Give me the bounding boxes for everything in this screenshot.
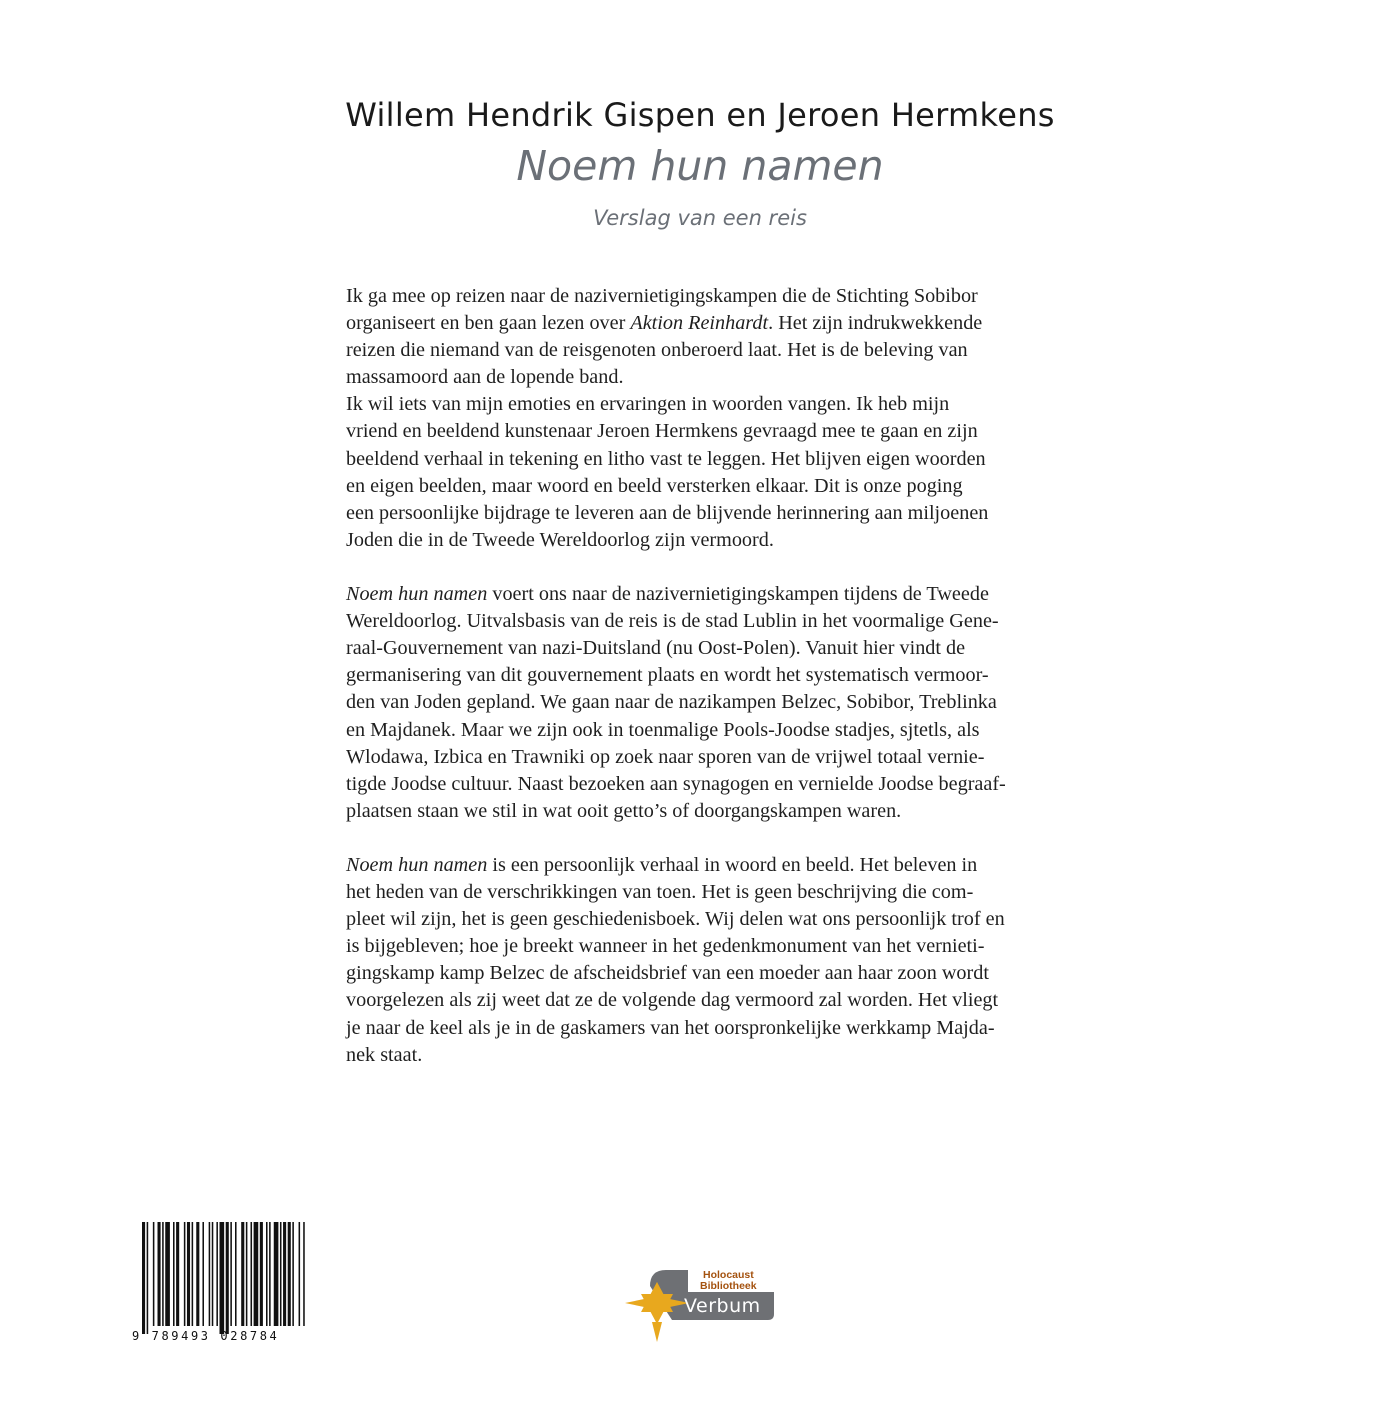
- barcode-bar: [220, 1222, 225, 1334]
- text-line: [346, 310, 1066, 337]
- paragraph-2: [346, 581, 1066, 825]
- barcode-bar: [212, 1222, 214, 1326]
- text-line: reizen die niemand van de reisgenoten onberoerd laat. Het is de beleving van: [346, 339, 968, 362]
- text-line: voorgelezen als zij weet dat ze de volgende dag vermoord zal worden. Het vliegt: [346, 989, 999, 1012]
- text-line: Wereldoorlog. Uitvalsbasis van de reis is de stad Lublin in het voormalige Gene-: [346, 610, 999, 633]
- barcode-bar: [283, 1222, 286, 1326]
- barcode-bar: [209, 1222, 211, 1326]
- barcode-bar: [165, 1222, 170, 1326]
- text-line: Wlodawa, Izbica en Trawniki op zoek naar sporen van de vrijwel totaal vernie-: [346, 745, 985, 768]
- text-line: germanisering van dit gouvernement plaats en wordt het systematisch vermoor-: [346, 664, 989, 687]
- text-line: Joden die in de Tweede Wereldoorlog zijn vermoord.: [346, 528, 774, 551]
- barcode-bar: [184, 1222, 186, 1326]
- barcode-bar: [192, 1222, 194, 1326]
- emphasis-title: Noem hun namen: [346, 853, 488, 876]
- barcode-bar: [299, 1222, 301, 1326]
- text-line: [346, 581, 1066, 608]
- barcode-bar: [269, 1222, 271, 1326]
- publisher-logo: [622, 1264, 782, 1346]
- barcode-bar: [260, 1222, 263, 1326]
- text-line: pleet wil zijn, het is geen geschiedenisboek. Wij delen wat ons persoonlijk trof en: [346, 908, 1005, 931]
- barcode-bar: [153, 1222, 155, 1326]
- barcode-bars: [138, 1222, 308, 1334]
- isbn-digits: 9 789493 028784: [132, 1329, 280, 1343]
- text-run: . Het zijn indrukwekkende: [768, 312, 983, 335]
- barcode-bar: [226, 1222, 229, 1334]
- text-line: en eigen beelden, maar woord en beeld versterken elkaar. Dit is onze poging: [346, 474, 963, 497]
- text-line: en Majdanek. Maar we zijn ook in toenmalige Pools-Joodse stadjes, sjtetls, als: [346, 718, 980, 741]
- text-line: raal-Gouvernement van nazi-Duitsland (nu Oost-Polen). Vanuit hier vindt de: [346, 637, 966, 660]
- text-line: een persoonlijke bijdrage te leveren aan de blijvende herinnering aan miljoenen: [346, 501, 989, 524]
- text-line: massamoord aan de lopende band.: [346, 366, 624, 389]
- text-line: je naar de keel als je in de gaskamers van het oorspronkelijke werkkamp Majda-: [346, 1016, 995, 1039]
- barcode-bar: [176, 1222, 179, 1326]
- text-line: het heden van de verschrikkingen van toen. Het is geen beschrijving die com-: [346, 881, 974, 904]
- barcode-bar: [173, 1222, 175, 1326]
- barcode-bar: [241, 1222, 244, 1326]
- barcode-bar: [274, 1222, 279, 1326]
- barcode-bar: [292, 1222, 294, 1326]
- text-line: tigde Joodse cultuur. Naast bezoeken aan synagogen en vernielde Joodse begraaf-: [346, 772, 1006, 795]
- paragraph-3: [346, 852, 1066, 1069]
- barcode-bar: [266, 1222, 268, 1326]
- text-run: is een persoonlijk verhaal in woord en beeld. Het beleven in: [487, 853, 978, 876]
- paragraph-1: [346, 283, 1066, 554]
- text-line: vriend en beeldend kunstenaar Jeroen Hermkens gevraagd mee te gaan en zijn: [346, 420, 978, 443]
- isbn-barcode: [138, 1222, 308, 1342]
- text-line: Ik wil iets van mijn emoties en ervaringen in woorden vangen. Ik heb mijn: [346, 393, 950, 416]
- emphasis-title: Noem hun namen: [346, 583, 488, 606]
- text-run: voert ons naar de nazivernietigingskampen tijdens de Tweede: [487, 583, 989, 606]
- book-title: Noem hun namen: [516, 142, 884, 190]
- text-line: Ik ga mee op reizen naar de nazivernietigingskampen die de Stichting Sobibor: [346, 285, 978, 307]
- barcode-bar: [216, 1222, 218, 1326]
- book-authors: Willem Hendrik Gispen en Jeroen Hermkens: [345, 96, 1055, 134]
- barcode-bar: [202, 1222, 204, 1326]
- barcode-bar: [235, 1222, 237, 1326]
- barcode-bar: [230, 1222, 232, 1326]
- barcode-bar: [147, 1222, 149, 1334]
- text-line: nek staat.: [346, 1043, 423, 1066]
- text-line: is bijgebleven; hoe je breekt wanneer in het gedenkmonument van het vernieti-: [346, 935, 985, 958]
- book-subtitle: Verslag van een reis: [593, 206, 807, 230]
- text-run: organiseert en ben gaan lezen over: [346, 312, 631, 335]
- text-line: plaatsen staan we stil in wat ooit getto’s of doorgangskampen waren.: [346, 799, 902, 822]
- text-line: den van Joden gepland. We gaan naar de nazikampen Belzec, Sobibor, Treblinka: [346, 691, 997, 714]
- barcode-bar: [288, 1222, 291, 1326]
- barcode-bar: [246, 1222, 248, 1326]
- barcode-bar: [196, 1222, 199, 1326]
- text-line: beeldend verhaal in tekening en litho vast te leggen. Het blijven eigen woorden: [346, 447, 986, 470]
- emphasis-aktion-reinhardt: Aktion Reinhardt: [630, 312, 769, 335]
- text-line: [346, 852, 1066, 879]
- barcode-bar: [142, 1222, 145, 1334]
- barcode-bar: [162, 1222, 164, 1326]
- barcode-bar: [251, 1222, 253, 1326]
- publisher-label-holocaust: Holocaust: [703, 1269, 754, 1281]
- barcode-bar: [158, 1222, 161, 1326]
- text-line: gingskamp kamp Belzec de afscheidsbrief van een moeder aan haar zoon wordt: [346, 962, 989, 985]
- publisher-label-bibliotheek: Bibliotheek: [700, 1280, 757, 1292]
- barcode-bar: [254, 1222, 259, 1326]
- publisher-name: Verbum: [684, 1295, 761, 1317]
- barcode-bar: [303, 1222, 305, 1326]
- blurb-text: [346, 283, 1066, 1096]
- barcode-bar: [280, 1222, 282, 1326]
- barcode-bar: [187, 1222, 190, 1326]
